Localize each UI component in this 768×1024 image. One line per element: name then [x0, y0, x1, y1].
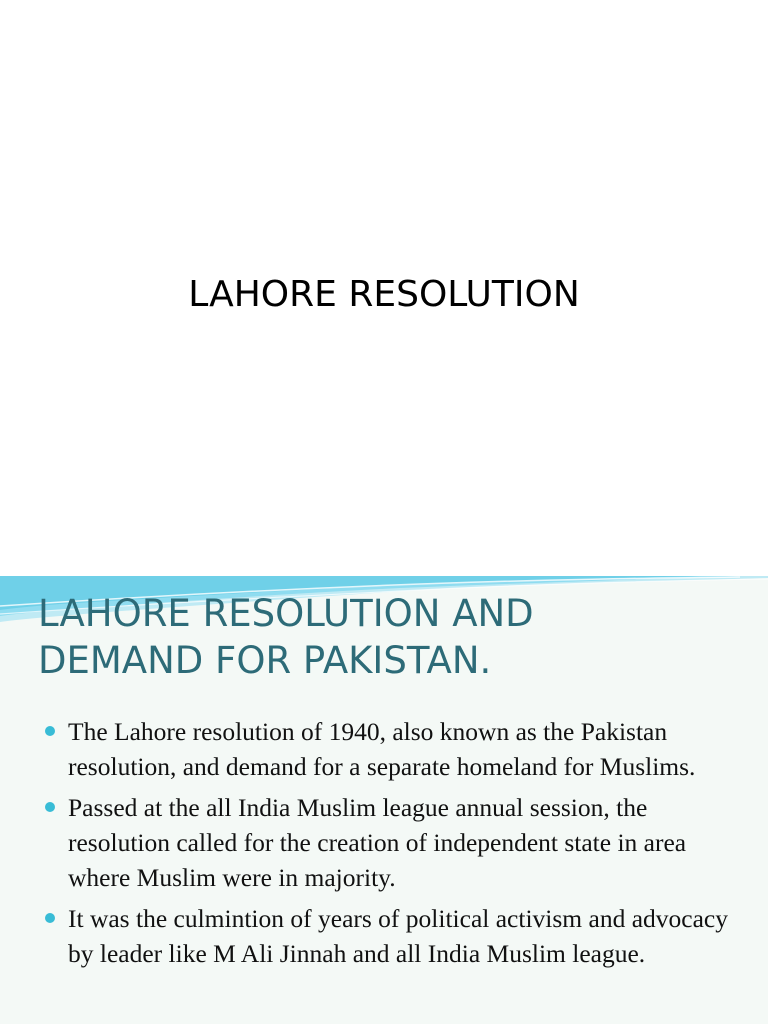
bullet-dot-icon	[45, 802, 55, 812]
content-slide-title	[38, 590, 738, 684]
title-line-2: DEMAND FOR PAKISTAN.	[38, 639, 492, 682]
bullet-list	[0, 714, 768, 977]
bullet-item	[0, 790, 768, 895]
bullet-item	[0, 714, 768, 784]
title-line-1: LAHORE RESOLUTION AND	[38, 592, 534, 635]
bullet-text: The Lahore resolution of 1940, also known as the Pakistan resolution, and demand for a separate homeland for Muslims.	[68, 717, 696, 781]
title-slide-heading: LAHORE RESOLUTION	[188, 274, 580, 315]
bullet-dot-icon	[45, 726, 55, 736]
content-slide	[0, 576, 768, 1024]
bullet-text: It was the culmintion of years of political activism and advocacy by leader like M Ali Jinnah and all India Muslim league.	[68, 904, 728, 968]
bullet-dot-icon	[45, 913, 55, 923]
bullet-item	[0, 901, 768, 971]
bullet-text: Passed at the all India Muslim league annual session, the resolution called for the creation of independent state in area where Muslim were in majority.	[68, 793, 687, 892]
